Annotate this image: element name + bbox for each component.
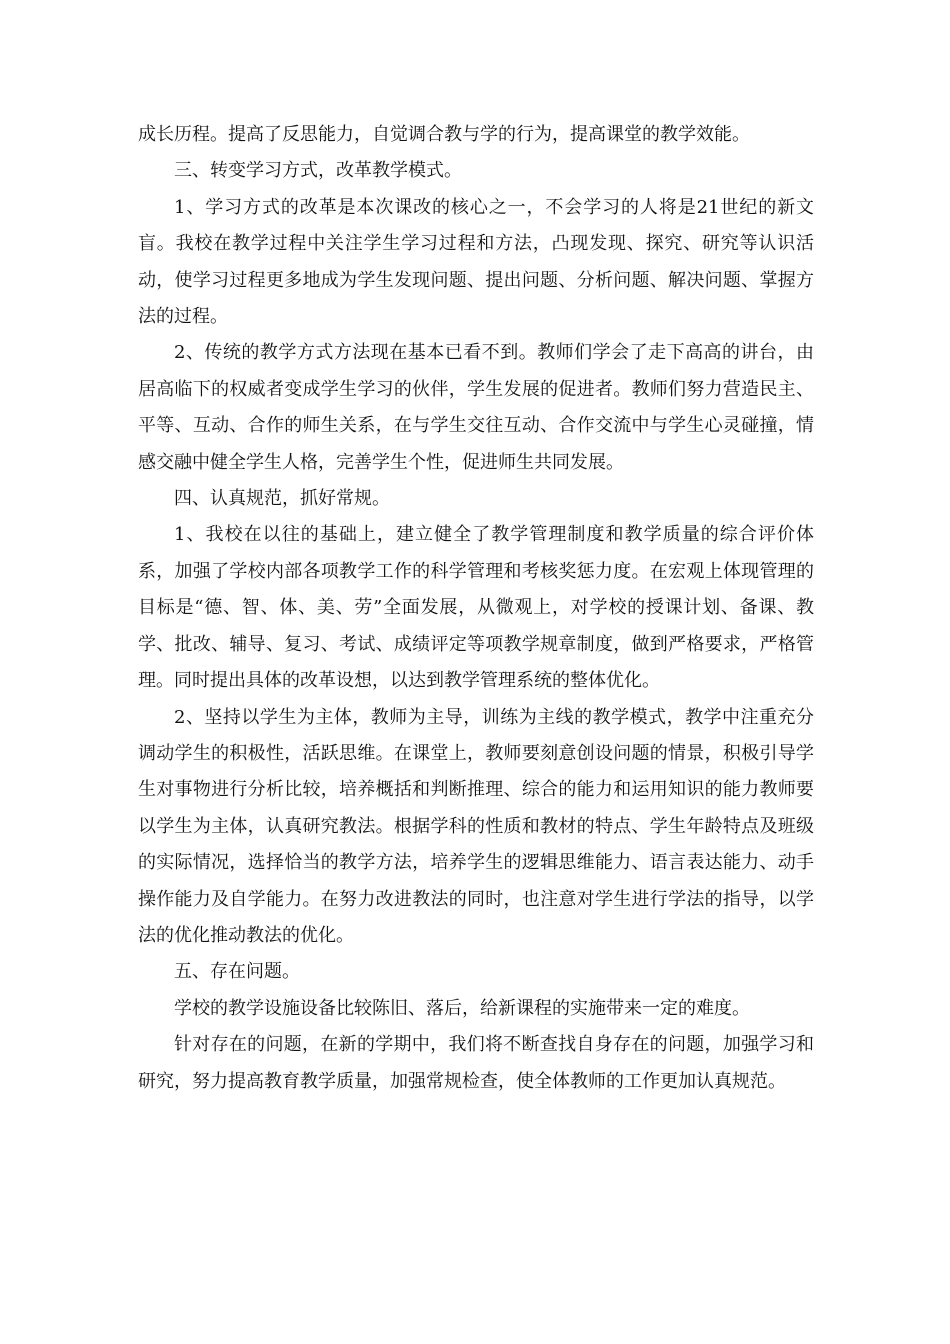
paragraph-3-2: 2、传统的教学方式方法现在基本已看不到。教师们学会了走下高高的讲台，由居高临下的权威者变成学生学习的伙伴，学生发展的促进者。教师们努力营造民主、平等、互动、合作的师生关系，在与学生交往互动、合作交流中与学生心灵碰撞，情感交融中健全学生人格，完善学生个性，促进师生共同发展。 bbox=[138, 342, 814, 473]
paragraph-5-1: 学校的教学设施设备比较陈旧、落后，给新课程的实施带来一定的难度。 bbox=[174, 997, 750, 1019]
paragraph-4-2: 2、坚持以学生为主体，教师为主导，训练为主线的教学模式，教学中注重充分调动学生的积极性，活跃思维。在课堂上，教师要刻意创设问题的情景，积极引导学生对事物进行分析比较，培养概括和判断推理、综合的能力和运用知识的能力教师要以学生为主体，认真研究教法。根据学科的性质和教材的特点、学生年龄特点及班级的实际情况，选择恰当的教学方法，培养学生的逻辑思维能力、语言表达能力、动手操作能力及自学能力。在努力改进教法的同时，也注意对学生进行学法的指导，以学法的优化推动教法的优化。 bbox=[138, 706, 814, 946]
section-heading-5: 五、存在问题。 bbox=[174, 961, 300, 983]
document-page bbox=[138, 117, 814, 1100]
section-heading-4: 四、认真规范，抓好常规。 bbox=[174, 488, 390, 510]
paragraph-3-1: 1、学习方式的改革是本次课改的核心之一，不会学习的人将是21世纪的新文盲。我校在教学过程中关注学生学习过程和方法，凸现发现、探究、研究等认识活动，使学习过程更多地成为学生发现问题、提出问题、分析问题、解决问题、掌握方法的过程。 bbox=[138, 196, 814, 328]
paragraph-4-1: 1、我校在以往的基础上，建立健全了教学管理制度和教学质量的综合评价体系，加强了学校内部各项教学工作的科学管理和考核奖惩力度。在宏观上体现管理的目标是“德、智、体、美、劳”全面发展，从微观上，对学校的授课计划、备课、教学、批改、辅导、复习、考试、成绩评定等项教学规章制度，做到严格要求，严格管理。同时提出具体的改革设想，以达到教学管理系统的整体优化。 bbox=[138, 524, 814, 692]
paragraph-continuation: 成长历程。提高了反思能力，自觉调合教与学的行为，提高课堂的教学效能。 bbox=[138, 124, 750, 145]
paragraph-5-2: 针对存在的问题，在新的学期中，我们将不断查找自身存在的问题，加强学习和研究，努力提高教育教学质量，加强常规检查，使全体教师的工作更加认真规范。 bbox=[138, 1034, 814, 1092]
section-heading-3: 三、转变学习方式，改革教学模式。 bbox=[174, 160, 462, 182]
